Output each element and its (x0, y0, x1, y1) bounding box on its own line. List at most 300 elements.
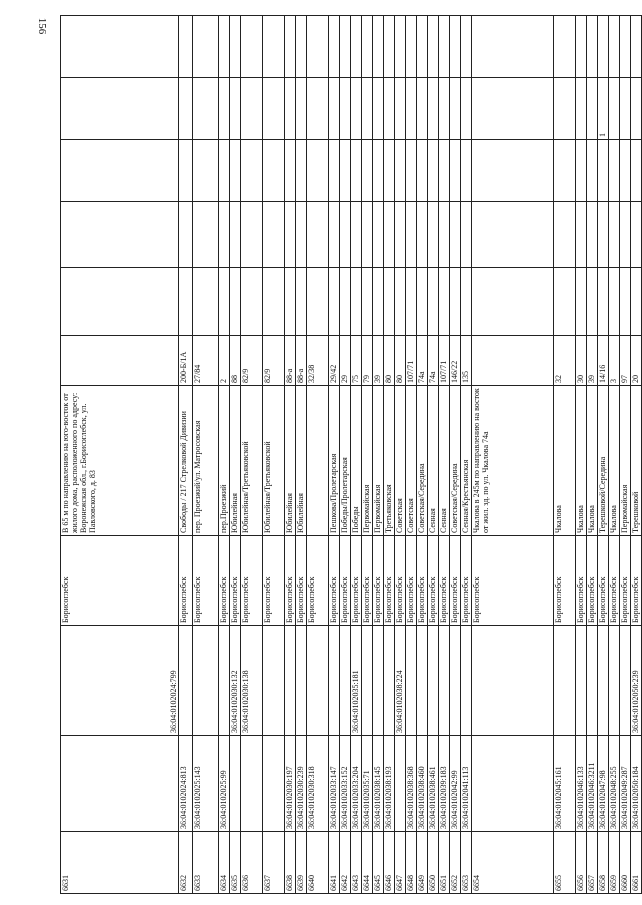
cadastral-number-alt: 36:04:0102030:132 (230, 626, 241, 736)
street-address: Советская/Середина (417, 386, 428, 536)
row-number: 6654 (472, 832, 554, 894)
empty-cell (351, 268, 362, 336)
empty-cell (450, 140, 461, 202)
house-number: 2 (219, 336, 230, 386)
table-row (620, 16, 631, 894)
row-number: 6635 (230, 832, 241, 894)
row-number: 6652 (450, 832, 461, 894)
empty-cell (285, 268, 296, 336)
empty-cell (296, 16, 307, 78)
street-address: Пешкова/Пролетарская (329, 386, 340, 536)
row-number: 6660 (620, 832, 631, 894)
town-name: Борисоглебск (340, 536, 351, 626)
row-number: 6636 (241, 832, 263, 894)
extra-mark-cell (61, 78, 179, 140)
town-name: Борисоглебск (241, 536, 263, 626)
cadastral-number: 36:04:0102033:152 (340, 736, 351, 832)
empty-cell (554, 202, 576, 268)
cadastral-number-alt (439, 626, 450, 736)
town-name: Борисоглебск (417, 536, 428, 626)
empty-cell (307, 268, 329, 336)
cadastral-number: 36:04:0102038:368 (406, 736, 417, 832)
street-address: Первомайская (373, 386, 384, 536)
street-address: Советская (395, 386, 406, 536)
cadastral-number: 36:04:0102025:99 (219, 736, 230, 832)
town-name: Борисоглебск (61, 536, 179, 626)
empty-cell (554, 140, 576, 202)
extra-mark-cell (576, 78, 587, 140)
street-address: Юбилейная/Третьяковской (263, 386, 285, 536)
empty-cell (417, 16, 428, 78)
house-number: 14/16 (598, 336, 609, 386)
street-address: Свободы / 217 Стрелковой Дивизии (179, 386, 193, 536)
town-name: Борисоглебск (296, 536, 307, 626)
table-row (340, 16, 351, 894)
table-row (307, 16, 329, 894)
cadastral-number-alt (576, 626, 587, 736)
page-number (36, 17, 48, 35)
cadastral-number: 36:04:0102038:461 (428, 736, 439, 832)
extra-mark-cell (307, 78, 329, 140)
table-row (587, 16, 598, 894)
empty-cell (576, 202, 587, 268)
empty-cell (428, 140, 439, 202)
row-number: 6657 (587, 832, 598, 894)
cadastral-number: 36:04:0102038:460 (417, 736, 428, 832)
cadastral-number-alt (620, 626, 631, 736)
row-number: 6649 (417, 832, 428, 894)
extra-mark-cell (428, 78, 439, 140)
house-number: 75 (351, 336, 362, 386)
empty-cell (351, 140, 362, 202)
cadastral-number-alt: 36:04:0102035:181 (351, 626, 362, 736)
empty-cell (61, 202, 179, 268)
empty-cell (587, 140, 598, 202)
table-row (241, 16, 263, 894)
empty-cell (406, 16, 417, 78)
house-number: 146/22 (450, 336, 461, 386)
row-number: 6655 (554, 832, 576, 894)
cadastral-number-alt (461, 626, 472, 736)
empty-cell (329, 140, 340, 202)
empty-cell (307, 16, 329, 78)
empty-cell (406, 268, 417, 336)
house-number: 82/9 (263, 336, 285, 386)
empty-cell (329, 16, 340, 78)
empty-cell (406, 140, 417, 202)
empty-cell (631, 140, 642, 202)
row-number: 6648 (406, 832, 417, 894)
empty-cell (296, 202, 307, 268)
house-number: 27/84 (193, 336, 219, 386)
table-row (439, 16, 450, 894)
empty-cell (439, 140, 450, 202)
cadastral-number: 36:04:0102033:204 (351, 736, 362, 832)
cadastral-number (241, 736, 263, 832)
empty-cell (461, 140, 472, 202)
house-number: 107/71 (439, 336, 450, 386)
empty-cell (631, 268, 642, 336)
empty-cell (384, 140, 395, 202)
street-address: Сенная/Крестьянская (461, 386, 472, 536)
cadastral-number-alt (417, 626, 428, 736)
empty-cell (362, 202, 373, 268)
extra-mark-cell (406, 78, 417, 140)
empty-cell (461, 268, 472, 336)
town-name: Борисоглебск (373, 536, 384, 626)
extra-mark-cell (609, 78, 620, 140)
street-address: Сенная (428, 386, 439, 536)
row-number: 6638 (285, 832, 296, 894)
extra-mark-cell (439, 78, 450, 140)
empty-cell (263, 202, 285, 268)
empty-cell (307, 140, 329, 202)
table-row (219, 16, 230, 894)
empty-cell (587, 16, 598, 78)
empty-cell (193, 202, 219, 268)
street-address: Первомайская (620, 386, 631, 536)
cadastral-number: 36:04:0102042:99 (450, 736, 461, 832)
extra-mark-cell (554, 78, 576, 140)
row-number: 6637 (263, 832, 285, 894)
town-name: Борисоглебск (587, 536, 598, 626)
cadastral-number: 36:04:0102049:287 (620, 736, 631, 832)
empty-cell (450, 268, 461, 336)
cadastral-number (230, 736, 241, 832)
cadastral-number: 36:04:0102050:184 (631, 736, 642, 832)
street-address: Третьяковская (384, 386, 395, 536)
street-address: Победы/Пролетарская (340, 386, 351, 536)
street-address: Юбилейная (230, 386, 241, 536)
empty-cell (362, 268, 373, 336)
cadastral-number: 36:04:0102030:197 (285, 736, 296, 832)
house-number: 97 (620, 336, 631, 386)
street-address: Сенная (439, 386, 450, 536)
empty-cell (631, 16, 642, 78)
empty-cell (428, 268, 439, 336)
town-name: Борисоглебск (179, 536, 193, 626)
house-number (61, 336, 179, 386)
town-name: Борисоглебск (631, 536, 642, 626)
row-number: 6656 (576, 832, 587, 894)
cadastral-number: 36:04:0102045:161 (554, 736, 576, 832)
cadastral-number-alt (554, 626, 576, 736)
cadastral-number (61, 736, 179, 832)
empty-cell (296, 268, 307, 336)
town-name: Борисоглебск (554, 536, 576, 626)
town-name: Борисоглебск (362, 536, 373, 626)
table-row (428, 16, 439, 894)
cadastral-number-alt (609, 626, 620, 736)
empty-cell (373, 202, 384, 268)
empty-cell (587, 202, 598, 268)
empty-cell (362, 140, 373, 202)
table-row (285, 16, 296, 894)
house-number: 29/42 (329, 336, 340, 386)
empty-cell (428, 16, 439, 78)
empty-cell (329, 202, 340, 268)
table-row (609, 16, 620, 894)
house-number: 74а (417, 336, 428, 386)
extra-mark-cell (351, 78, 362, 140)
cadastral-number: 36:04:0102048:255 (609, 736, 620, 832)
table-row (230, 16, 241, 894)
house-number: 79 (362, 336, 373, 386)
table-row (384, 16, 395, 894)
empty-cell (461, 202, 472, 268)
cadastral-number-alt (450, 626, 461, 736)
empty-cell (609, 140, 620, 202)
extra-mark-cell (340, 78, 351, 140)
table-row (417, 16, 428, 894)
cadastral-number: 36:04:0102047:98 (598, 736, 609, 832)
empty-cell (285, 140, 296, 202)
empty-cell (428, 202, 439, 268)
town-name: Борисоглебск (263, 536, 285, 626)
empty-cell (61, 16, 179, 78)
town-name: Борисоглебск (307, 536, 329, 626)
cadastral-number-alt (384, 626, 395, 736)
street-address: Юбилейная (296, 386, 307, 536)
empty-cell (417, 140, 428, 202)
house-number: 135 (461, 336, 472, 386)
empty-cell (609, 268, 620, 336)
cadastral-number-alt (193, 626, 219, 736)
cadastral-number-alt (362, 626, 373, 736)
table-row (631, 16, 642, 894)
house-number: 30 (576, 336, 587, 386)
town-name: Борисоглебск (329, 536, 340, 626)
empty-cell (340, 16, 351, 78)
town-name: Борисоглебск (351, 536, 362, 626)
street-address: Чкалова (554, 386, 576, 536)
street-address: В 65 м по направлению на юго-восток от жилого дома, расположенного по адресу: Воронежская обл., г.Борисоглебск, ул. Павловского, д. 83 (61, 386, 179, 536)
house-number: 88-а (296, 336, 307, 386)
extra-mark-cell (230, 78, 241, 140)
cadastral-number-alt (472, 626, 554, 736)
house-number: 107/71 (406, 336, 417, 386)
empty-cell (461, 16, 472, 78)
cadastral-number: 36:04:0102041:113 (461, 736, 472, 832)
empty-cell (417, 202, 428, 268)
register-table (60, 15, 642, 894)
empty-cell (351, 16, 362, 78)
extra-mark-cell (395, 78, 406, 140)
empty-cell (384, 202, 395, 268)
town-name: Борисоглебск (472, 536, 554, 626)
empty-cell (450, 202, 461, 268)
empty-cell (263, 16, 285, 78)
empty-cell (241, 268, 263, 336)
row-number: 6658 (598, 832, 609, 894)
town-name: Борисоглебск (285, 536, 296, 626)
cadastral-number-alt (340, 626, 351, 736)
empty-cell (450, 16, 461, 78)
cadastral-number-alt (307, 626, 329, 736)
row-number: 6642 (340, 832, 351, 894)
empty-cell (373, 140, 384, 202)
house-number: 200-Б/1А (179, 336, 193, 386)
extra-mark-cell (296, 78, 307, 140)
town-name: Борисоглебск (609, 536, 620, 626)
street-address: Чкалова (587, 386, 598, 536)
town-name: Борисоглебск (384, 536, 395, 626)
empty-cell (351, 202, 362, 268)
register-page (60, 16, 640, 894)
empty-cell (395, 140, 406, 202)
street-address (307, 386, 329, 536)
cadastral-number (472, 736, 554, 832)
table-row (179, 16, 193, 894)
cadastral-number: 36:04:0102033:147 (329, 736, 340, 832)
empty-cell (598, 268, 609, 336)
house-number: 80 (395, 336, 406, 386)
town-name: Борисоглебск (450, 536, 461, 626)
street-address: Юбилейная (285, 386, 296, 536)
cadastral-number: 36:04:0102039:183 (439, 736, 450, 832)
empty-cell (620, 140, 631, 202)
street-address: Терешковой (631, 386, 642, 536)
town-name: Борисоглебск (461, 536, 472, 626)
table-row (554, 16, 576, 894)
extra-mark-cell (384, 78, 395, 140)
extra-mark-cell (193, 78, 219, 140)
table-row (362, 16, 373, 894)
empty-cell (587, 268, 598, 336)
house-number: 29 (340, 336, 351, 386)
empty-cell (362, 16, 373, 78)
empty-cell (554, 16, 576, 78)
house-number: 88-а (285, 336, 296, 386)
cadastral-number-alt (406, 626, 417, 736)
table-row (576, 16, 587, 894)
cadastral-number (263, 736, 285, 832)
empty-cell (620, 16, 631, 78)
empty-cell (576, 16, 587, 78)
empty-cell (230, 16, 241, 78)
row-number: 6645 (373, 832, 384, 894)
empty-cell (241, 16, 263, 78)
empty-cell (241, 202, 263, 268)
cadastral-number: 36:04:0102024:813 (179, 736, 193, 832)
town-name: Борисоглебск (395, 536, 406, 626)
extra-mark-cell (417, 78, 428, 140)
cadastral-number: 36:04:0102046:3211 (587, 736, 598, 832)
cadastral-number: 36:04:0102035:71 (362, 736, 373, 832)
register-rotated (60, 16, 640, 894)
empty-cell (61, 140, 179, 202)
empty-cell (263, 268, 285, 336)
row-number: 6661 (631, 832, 642, 894)
house-number: 74а (428, 336, 439, 386)
empty-cell (219, 140, 230, 202)
row-number: 6631 (61, 832, 179, 894)
empty-cell (193, 268, 219, 336)
row-number: 6644 (362, 832, 373, 894)
cadastral-number: 36:04:0102030:318 (307, 736, 329, 832)
extra-mark-cell (373, 78, 384, 140)
house-number: 82/9 (241, 336, 263, 386)
empty-cell (296, 140, 307, 202)
row-number: 6643 (351, 832, 362, 894)
page-number-text: 156 (36, 17, 48, 35)
empty-cell (307, 202, 329, 268)
empty-cell (472, 202, 554, 268)
extra-mark-cell (450, 78, 461, 140)
house-number: 39 (373, 336, 384, 386)
extra-mark-cell: 1 (598, 78, 609, 140)
row-number: 6646 (384, 832, 395, 894)
table-row (461, 16, 472, 894)
extra-mark-cell (631, 78, 642, 140)
empty-cell (179, 268, 193, 336)
empty-cell (620, 268, 631, 336)
empty-cell (285, 16, 296, 78)
empty-cell (472, 140, 554, 202)
table-row (296, 16, 307, 894)
table-row (61, 16, 179, 894)
extra-mark-cell (587, 78, 598, 140)
table-row (450, 16, 461, 894)
extra-mark-cell (241, 78, 263, 140)
row-number: 6647 (395, 832, 406, 894)
cadastral-number: 36:04:0102038:193 (384, 736, 395, 832)
empty-cell (373, 268, 384, 336)
street-address: Советская/Середина (450, 386, 461, 536)
house-number: 80 (384, 336, 395, 386)
street-address: Советская (406, 386, 417, 536)
table-row (329, 16, 340, 894)
cadastral-number: 36:04:0102030:239 (296, 736, 307, 832)
cadastral-number-alt (428, 626, 439, 736)
empty-cell (340, 268, 351, 336)
empty-cell (329, 268, 340, 336)
empty-cell (230, 202, 241, 268)
street-address: пер.Проезжий (219, 386, 230, 536)
row-number: 6653 (461, 832, 472, 894)
street-address: Чкалова в 245м по направлению на восток от жил. зд. по ул. Чкалова 74а (472, 386, 554, 536)
street-address: Терешковой/Середина (598, 386, 609, 536)
house-number: 20 (631, 336, 642, 386)
empty-cell (620, 202, 631, 268)
town-name: Борисоглебск (598, 536, 609, 626)
empty-cell (179, 140, 193, 202)
house-number: 32 (554, 336, 576, 386)
empty-cell (598, 202, 609, 268)
cadastral-number (395, 736, 406, 832)
cadastral-number-alt (373, 626, 384, 736)
empty-cell (598, 16, 609, 78)
extra-mark-cell (263, 78, 285, 140)
empty-cell (179, 16, 193, 78)
cadastral-number-alt: 36:04:0102024:799 (61, 626, 179, 736)
extra-mark-cell (472, 78, 554, 140)
extra-mark-cell (285, 78, 296, 140)
cadastral-number-alt (179, 626, 193, 736)
empty-cell (219, 202, 230, 268)
row-number: 6640 (307, 832, 329, 894)
cadastral-number-alt (263, 626, 285, 736)
town-name: Борисоглебск (576, 536, 587, 626)
cadastral-number-alt (219, 626, 230, 736)
extra-mark-cell (362, 78, 373, 140)
table-row (373, 16, 384, 894)
empty-cell (230, 140, 241, 202)
empty-cell (373, 16, 384, 78)
street-address: пер. Проезжий/ул. Матросовская (193, 386, 219, 536)
empty-cell (417, 268, 428, 336)
house-number (472, 336, 554, 386)
